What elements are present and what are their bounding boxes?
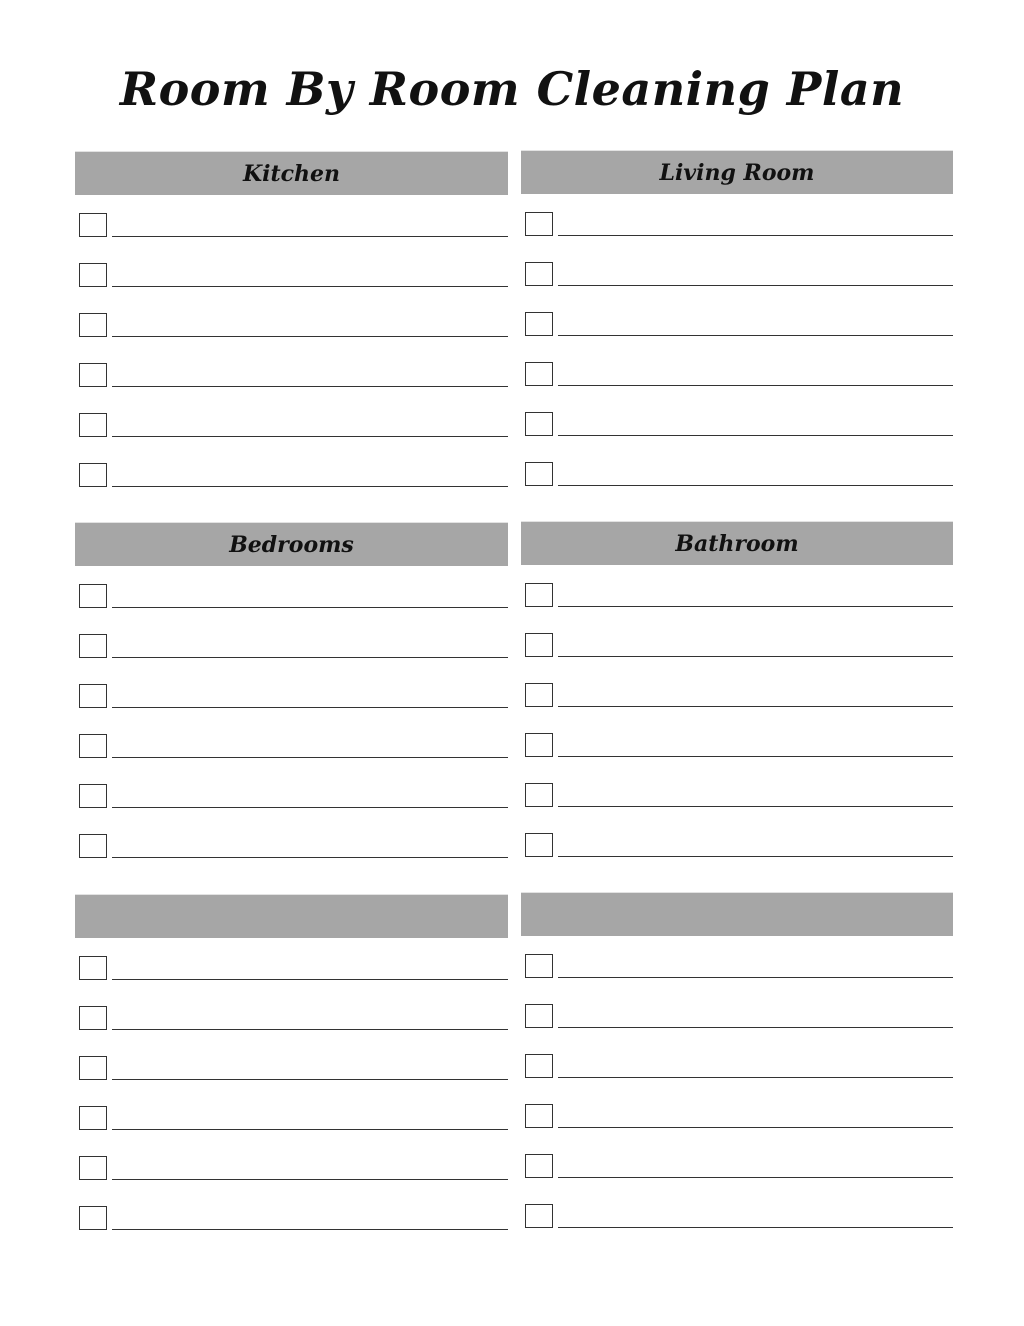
section-header	[521, 521, 953, 565]
write-line[interactable]	[558, 806, 953, 807]
checkbox[interactable]	[525, 833, 553, 857]
checklist-row	[521, 682, 953, 732]
checkbox[interactable]	[525, 1154, 553, 1178]
write-line[interactable]	[558, 1077, 953, 1078]
write-line[interactable]	[112, 807, 508, 808]
checkbox[interactable]	[79, 956, 107, 980]
write-line[interactable]	[558, 335, 953, 336]
write-line[interactable]	[558, 856, 953, 857]
checkbox[interactable]	[525, 783, 553, 807]
write-line[interactable]	[112, 707, 508, 708]
checkbox[interactable]	[525, 1104, 553, 1128]
write-line[interactable]	[112, 1129, 508, 1130]
write-line[interactable]	[112, 336, 508, 337]
write-line[interactable]	[558, 385, 953, 386]
checklist-row	[75, 583, 508, 633]
section-header-label: Bathroom	[675, 530, 799, 557]
checkbox[interactable]	[525, 954, 553, 978]
checkbox[interactable]	[79, 463, 107, 487]
write-line[interactable]	[112, 1179, 508, 1180]
section-blank-left	[75, 894, 508, 1255]
checklist	[521, 582, 953, 882]
checklist-row	[75, 683, 508, 733]
checklist-row	[75, 633, 508, 683]
checkbox[interactable]	[79, 363, 107, 387]
section-kitchen	[75, 151, 508, 512]
write-line[interactable]	[112, 1229, 508, 1230]
write-line[interactable]	[558, 1027, 953, 1028]
write-line[interactable]	[112, 1079, 508, 1080]
checkbox[interactable]	[79, 413, 107, 437]
write-line[interactable]	[112, 486, 508, 487]
write-line[interactable]	[112, 286, 508, 287]
write-line[interactable]	[112, 436, 508, 437]
checkbox[interactable]	[525, 633, 553, 657]
checklist-row	[75, 312, 508, 362]
checklist-row	[521, 1203, 953, 1253]
checkbox[interactable]	[525, 583, 553, 607]
checklist-row	[75, 1105, 508, 1155]
section-bedrooms	[75, 522, 508, 883]
checkbox[interactable]	[79, 584, 107, 608]
write-line[interactable]	[558, 706, 953, 707]
checkbox[interactable]	[79, 313, 107, 337]
checklist-row	[521, 832, 953, 882]
checklist	[75, 583, 508, 883]
checkbox[interactable]	[79, 784, 107, 808]
section-blank-right	[521, 892, 953, 1253]
checklist-row	[521, 461, 953, 511]
checkbox[interactable]	[525, 262, 553, 286]
checklist-row	[75, 212, 508, 262]
checklist-row	[521, 311, 953, 361]
checklist-row	[521, 782, 953, 832]
checkbox[interactable]	[525, 412, 553, 436]
checkbox[interactable]	[525, 1204, 553, 1228]
checklist-row	[75, 1055, 508, 1105]
write-line[interactable]	[112, 1029, 508, 1030]
checkbox[interactable]	[525, 683, 553, 707]
checklist	[521, 211, 953, 511]
section-bathroom	[521, 521, 953, 882]
checklist-row	[75, 955, 508, 1005]
checkbox[interactable]	[79, 1106, 107, 1130]
checkbox[interactable]	[79, 734, 107, 758]
write-line[interactable]	[112, 236, 508, 237]
checklist-row	[75, 462, 508, 512]
checklist-row	[521, 261, 953, 311]
checkbox[interactable]	[525, 212, 553, 236]
checklist-row	[75, 362, 508, 412]
checklist-row	[521, 1153, 953, 1203]
checkbox[interactable]	[79, 263, 107, 287]
checklist-row	[521, 211, 953, 261]
page-title: Room By Room Cleaning Plan	[119, 62, 905, 116]
section-header	[521, 892, 953, 936]
checkbox[interactable]	[79, 1056, 107, 1080]
write-line[interactable]	[112, 607, 508, 608]
section-header-label: Kitchen	[242, 160, 341, 187]
checklist-row	[75, 412, 508, 462]
checkbox[interactable]	[525, 462, 553, 486]
write-line[interactable]	[558, 285, 953, 286]
section-header-label: Bedrooms	[229, 531, 354, 558]
checklist-row	[521, 953, 953, 1003]
section-header	[75, 522, 508, 566]
checkbox[interactable]	[525, 1004, 553, 1028]
checklist-row	[521, 582, 953, 632]
checkbox[interactable]	[79, 1156, 107, 1180]
write-line[interactable]	[558, 435, 953, 436]
write-line[interactable]	[558, 1177, 953, 1178]
checkbox[interactable]	[525, 1054, 553, 1078]
write-line[interactable]	[558, 485, 953, 486]
checklist-row	[521, 1053, 953, 1103]
checklist-row	[75, 1155, 508, 1205]
section-living-room	[521, 150, 953, 511]
checkbox[interactable]	[79, 834, 107, 858]
section-header	[75, 894, 508, 938]
checklist-row	[521, 361, 953, 411]
checklist-row	[75, 733, 508, 783]
checklist-row	[521, 632, 953, 682]
write-line[interactable]	[558, 1227, 953, 1228]
checklist-row	[75, 783, 508, 833]
write-line[interactable]	[558, 606, 953, 607]
checklist	[75, 955, 508, 1255]
write-line[interactable]	[112, 657, 508, 658]
write-line[interactable]	[558, 235, 953, 236]
checkbox[interactable]	[525, 733, 553, 757]
checklist-row	[75, 1205, 508, 1255]
checkbox[interactable]	[525, 312, 553, 336]
checkbox[interactable]	[79, 1006, 107, 1030]
write-line[interactable]	[558, 977, 953, 978]
checkbox[interactable]	[79, 213, 107, 237]
checkbox[interactable]	[79, 684, 107, 708]
write-line[interactable]	[558, 1127, 953, 1128]
checklist	[521, 953, 953, 1253]
checklist-row	[521, 411, 953, 461]
checklist-row	[75, 262, 508, 312]
checklist-row	[521, 1003, 953, 1053]
write-line[interactable]	[112, 386, 508, 387]
write-line[interactable]	[112, 857, 508, 858]
section-header-label: Living Room	[659, 159, 815, 186]
write-line[interactable]	[112, 757, 508, 758]
section-header	[521, 150, 953, 194]
checklist-row	[521, 732, 953, 782]
checklist	[75, 212, 508, 512]
checkbox[interactable]	[79, 1206, 107, 1230]
checkbox[interactable]	[79, 634, 107, 658]
checkbox[interactable]	[525, 362, 553, 386]
checklist-row	[75, 1005, 508, 1055]
checklist-row	[75, 833, 508, 883]
section-header	[75, 151, 508, 195]
checklist-row	[521, 1103, 953, 1153]
write-line[interactable]	[112, 979, 508, 980]
write-line[interactable]	[558, 656, 953, 657]
write-line[interactable]	[558, 756, 953, 757]
